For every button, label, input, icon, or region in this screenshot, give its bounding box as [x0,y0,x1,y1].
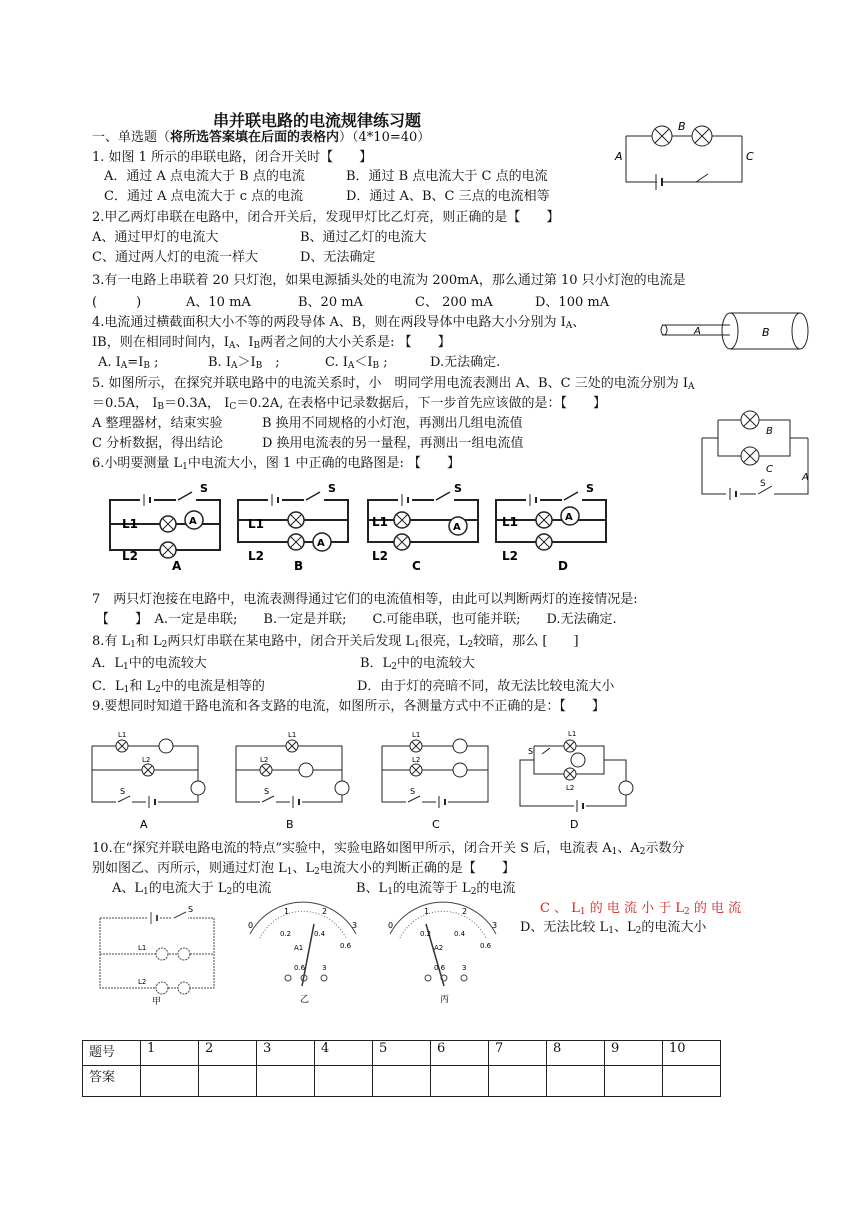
q9c-s: S [410,787,416,796]
header-num-2: 2 [199,1041,257,1066]
answer-cell-6[interactable] [431,1066,489,1097]
q9b-s: S [264,787,270,796]
fig-conductor [660,305,810,357]
answer-cell-4[interactable] [315,1066,373,1097]
q9-circuit-b [236,731,349,831]
q7-line1: 7 两只灯泡接在电路中，电流表测得通过它们的电流值相等，由此可以判断两灯的连接情况是: [92,592,638,607]
fig1-label-c: C [746,150,754,163]
header-num-3: 3 [257,1041,315,1066]
answer-cell-9[interactable] [605,1066,663,1097]
q2-opt-d: D、无法确定 [300,250,376,265]
header-num-5: 5 [373,1041,431,1066]
header-num-1: 1 [141,1041,199,1066]
q6-circuit-a [110,482,220,573]
q2-opt-a: A、通过甲灯的电流大 [92,230,219,245]
q9b-l1: L1 [288,731,297,739]
q6c-s: S [454,482,462,495]
q9-circuit-c [382,731,488,831]
yi-r06: 0.6 [294,964,306,972]
q6d-ammeter: A [565,512,573,523]
q6a-s: S [200,482,208,495]
q4-opt-a: A. $I_A=I_B$ ; [98,355,159,371]
header-num-10: 10 [663,1041,721,1066]
q9b-l2: L2 [260,756,269,764]
page-title: 串并联电路的电流规律练习题 [213,111,422,130]
q10-opt-b: B、$L_1$的电流等于 $L_2$的电流 [356,881,516,897]
q1-opt-b: B．通过 B 点电流大于 C 点的电流 [346,169,548,184]
q9-circuit-d [520,730,633,831]
header-num-9: 9 [605,1041,663,1066]
q6-circuit-c [368,482,478,573]
answer-cell-5[interactable] [373,1066,431,1097]
q8-opt-a: A．$L_1$中的电流较大 [92,656,207,672]
q2-opt-c: C、通过两人灯的电流一样大 [92,250,258,265]
q10-circuit-jia [100,918,214,994]
q4-opt-b: B. $I_A>I_B$ ; [208,355,280,371]
q5-fig-label-s: S [760,479,766,489]
meter-bing [388,902,497,1005]
q5-opt-d: D 换用电流表的另一量程，再测出一组电流值 [262,436,524,451]
q9-stem: 9.要想同时知道干路电流和各支路的电流，如图所示，各测量方式中不正确的是：【 】 [92,699,605,714]
q10-jia-s: S [188,905,194,914]
yi-t0: 0 [248,921,254,930]
meter-yi [248,902,357,1005]
answer-cell-3[interactable] [257,1066,315,1097]
q8-opt-d: D．由于灯的亮暗不同，故无法比较电流大小 [357,679,615,694]
q6d-label: D [558,559,568,573]
bing-a2: A2 [434,944,444,952]
q9a-label: A [140,818,148,831]
fig1-series-circuit [612,118,762,190]
fig1-label-a: A [615,150,623,163]
q5-fig-label-a: A [802,472,809,483]
header-num-7: 7 [489,1041,547,1066]
q6c-label: C [412,559,421,573]
q5-fig-label-c: C [766,464,773,475]
bing-s02: 0.2 [420,930,432,938]
answer-cell-10[interactable] [663,1066,721,1097]
q10-opt-d: D、无法比较 $L_1$、$L_2$的电流大小 [520,920,707,936]
q5-fig-label-b: B [766,426,773,437]
q2-stem: 2.甲乙两灯串联在电路中，闭合开关后，发现甲灯比乙灯亮，则正确的是【 】 [92,210,560,225]
q4-line2: IB，则在相同时间内，$I_A$、$I_B$两者之间的大小关系是: 【 】 [92,335,451,351]
q9a-l1: L1 [118,731,127,739]
q8-opt-b: B．$L_2$中的电流较大 [360,656,475,672]
q6-stem: 6.小明要测量 $L_1$中电流大小，图 1 中正确的电路图是: 【 】 [92,456,460,472]
bing-s04: 0.4 [454,930,466,938]
q9-circuit-a [92,731,205,831]
q5-line1: 5. 如图所示，在探究并联电路中的电流关系时，小 明同学用电流表测出 A、B、C 三处的电流分别为 $I_A$ [92,376,695,392]
answer-table-header-row [83,1041,721,1066]
q10-line1: 10.在“探究并联电路电流的特点”实验中，实验电路如图甲所示，闭合开关 S 后，电流表 $A_1$、$A_2$示数分 [92,841,685,857]
bing-t3: 3 [492,921,498,930]
bing-s06: 0.6 [480,942,492,950]
conductor-label-a: A [694,326,701,337]
fig-parallel-q5 [690,408,820,500]
q6d-l1: L1 [502,515,518,529]
q8-stem: 8.有 $L_1$和 $L_2$两只灯串联在某电路中，闭合开关后发现 $L_1$很亮，$L_2$较暗，那么 [ ] [92,634,579,650]
yi-label: 乙 [300,995,310,1005]
q6b-s: S [328,482,336,495]
bing-t0: 0 [388,921,394,930]
answer-cell-7[interactable] [489,1066,547,1097]
answer-cell-1[interactable] [141,1066,199,1097]
q8-opt-c: C．$L_1$和 $L_2$中的电流是相等的 [92,679,265,695]
yi-t2: 2 [322,907,328,916]
q9c-l2: L2 [412,756,421,764]
q6d-s: S [586,482,594,495]
fig-q6-circuits [100,480,620,576]
answer-cell-8[interactable] [547,1066,605,1097]
header-label: 题号 [83,1041,141,1066]
answer-table-answer-row [83,1066,721,1097]
q10-jia-label: 甲 [152,997,162,1007]
q9d-l1: L1 [568,730,577,738]
bing-t2: 2 [462,907,468,916]
yi-s02: 0.2 [280,930,292,938]
yi-s06: 0.6 [340,942,352,950]
yi-r3: 3 [322,964,327,972]
q1-opt-a: A．通过 A 点电流大于 B 点的电流 [104,169,305,184]
q7-line2: 【 】 A.一定是串联; B.一定是并联; C.可能串联，也可能并联; D.无法确定. [96,612,617,627]
q5-opt-c: C 分析数据，得出结论 [92,436,224,451]
q6-circuit-b [238,482,348,573]
q10-jia-l2: L2 [138,978,147,986]
q4-opt-d: D.无法确定. [430,355,501,370]
q3-blank: ( ) [92,295,142,310]
q10-line2: 别如图乙、丙所示，则通过灯泡 $L_1$、$L_2$电流大小的判断正确的是【 】 [92,861,515,877]
q1-stem: 1. 如图 1 所示的串联电路，闭合开关时【 】 [92,150,373,165]
q1-opt-c: C．通过 A 点电流大于 c 点的电流 [104,189,304,204]
conductor-label-b: B [762,326,770,339]
bing-label: 丙 [440,995,450,1005]
yi-s04: 0.4 [314,930,326,938]
q6d-l2: L2 [502,549,518,563]
q9d-l2: L2 [566,784,575,792]
q5-opt-b: B 换用不同规格的小灯泡，再测出几组电流值 [262,416,523,431]
q9d-label: D [570,818,579,831]
q6a-l2: L2 [122,549,138,563]
yi-t1: 1 [284,907,290,916]
answer-label: 答案 [83,1066,141,1097]
answer-cell-2[interactable] [199,1066,257,1097]
q3-stem: 3.有一电路上串联着 20 只灯泡，如果电源插头处的电流为 200mA，那么通过第 10 只小灯泡的电流是 [92,273,686,288]
fig1-label-b: B [678,120,686,133]
q6-circuit-d [496,482,606,573]
yi-a1: A1 [294,944,304,952]
q2-opt-b: B、通过乙灯的电流大 [300,230,427,245]
q10-opt-a: A、$L_1$的电流大于 $L_2$的电流 [112,881,272,897]
header-num-8: 8 [547,1041,605,1066]
bing-r06: 0.6 [434,964,446,972]
q10-opt-c: C 、 $L_1$ 的 电 流 小 于 $L_2$ 的 电 流 [540,901,742,917]
header-num-6: 6 [431,1041,489,1066]
q6c-l2: L2 [372,549,388,563]
q5-opt-a: A 整理器材，结束实验 [92,416,223,431]
q9b-label: B [286,818,294,831]
yi-t3: 3 [352,921,358,930]
q3-opt-b: B、20 mA [298,295,363,310]
q9a-s: S [120,787,126,796]
q6b-l1: L1 [248,517,264,531]
answer-table [82,1040,721,1097]
q1-opt-d: D．通过 A、B、C 三点的电流相等 [346,189,550,204]
q6b-ammeter: A [317,538,325,549]
q6a-ammeter: A [189,516,197,527]
bing-r3: 3 [462,964,467,972]
q6c-l1: L1 [372,515,388,529]
header-num-4: 4 [315,1041,373,1066]
q3-opt-d: D、100 mA [535,295,610,310]
q3-opt-a: A、10 mA [186,295,251,310]
bing-t1: 1 [424,907,430,916]
q5-line2: ＝0.5A， $I_B=0.3A$， $I_C=0.2A$, 在表格中记录数据后，下一步首先应该做的是：【 】 [92,396,607,412]
section-heading: 一、单选题（将所选答案填在后面的表格内）（4*10=40） [92,130,431,145]
q6a-label: A [172,559,182,573]
q10-jia-l1: L1 [138,944,147,952]
q4-opt-c: C. $I_A<I_B$ ; [325,355,388,371]
q6b-label: B [294,559,304,573]
q9c-label: C [432,818,440,831]
q9c-l1: L1 [412,731,421,739]
q6c-ammeter: A [453,522,461,533]
q6b-l2: L2 [248,549,264,563]
q6a-l1: L1 [122,517,138,531]
fig-q10 [92,898,512,1008]
q9a-l2: L2 [142,756,151,764]
q4-line1: 4.电流通过横截面积大小不等的两段导体 A、B，则在两段导体中电路大小分别为 $I_A$、 [92,315,586,331]
q9d-s: S [528,747,534,756]
q3-opt-c: C、 200 mA [415,295,493,310]
fig-q9-circuits [86,726,646,834]
